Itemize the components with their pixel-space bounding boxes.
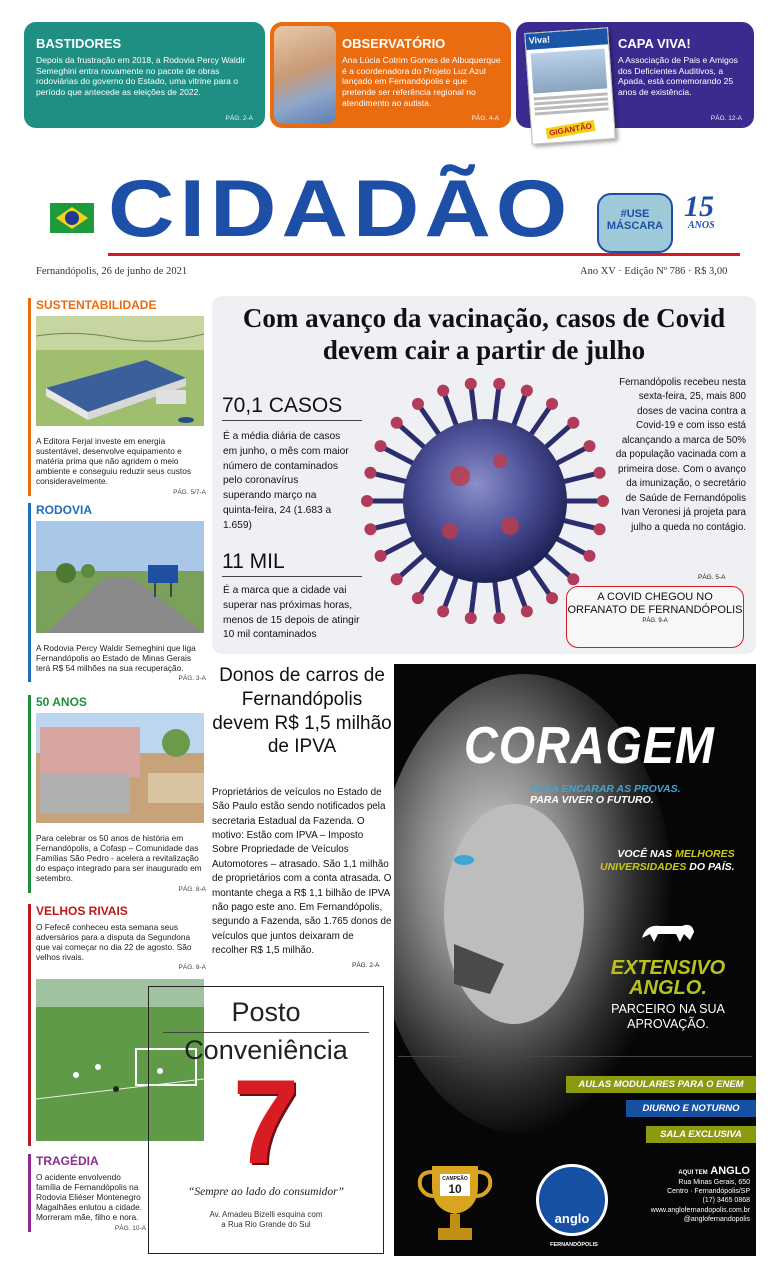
ad-address-line1: Av. Amadeu Bizelli esquina com [209,1210,323,1219]
teaser-page: PÁG. 12-A [710,115,742,122]
ad-social[interactable]: @anglofernandopolis [683,1215,750,1223]
sidebar-story-text: O Fefecê conheceu esta semana seus adversários para a disputa da Segundona que vai começar no dia 22 de agosto. São velhos rivais. [36,922,192,963]
ad-site[interactable]: www.anglofernandopolis.com.br [650,1206,750,1214]
ipva-body: Proprietários de veículos no Estado de São Paulo estão sendo notificados pela secretaria Estadual da Fazenda. O motivo: Estão com IPVA – Imposto Sobre Propriedade de Veículos Automotores – atrasado. São 1,1 milhão de proprietários com a conta atrasada. O montante chega a R$ 1,1 bilhão de IPVA não pago este ano. Em Fernandópolis, segundo a Fazenda, são 1.765 donos de veículos que juntos deixaram de recolher R$ 1,5 milhão. [212,787,392,956]
teaser-photo [274,26,336,124]
trophy-text: 10 [448,1182,462,1196]
univ-text-1: VOCÊ NAS [617,848,673,860]
ad-anglo: ANGLO. [629,977,707,999]
ad-city: Centro · Fernandópolis/SP [667,1188,750,1196]
teaser-text: A Associação de Pais e Amigos dos Deficientes Auditivos, a Apada, está comemorando 25 anos de existência. [618,55,738,98]
ipva-headline[interactable]: Donos de carros de Fernandópolis devem R$ 1,5 milhão de IPVA [212,665,392,758]
ad-line2: Conveniência [184,1035,348,1065]
univ-text-2: DO PAÍS. [689,860,735,873]
univ-highlight-1: MELHORES [675,848,735,860]
teaser-page: PÁG. 2-A [225,115,253,122]
ad-feature-bar: SALA EXCLUSIVA [646,1126,756,1143]
lion-silhouette-icon [640,918,696,944]
ad-rule [163,1032,369,1033]
trophy-label: CAMPEÃO [442,1176,468,1182]
ad-slogan: “Sempre ao lado do consumidor” [187,1186,345,1198]
dateline-edition: Ano XV · Edição Nº 786 · R$ 3,00 [580,266,728,277]
ad-contact [646,1164,750,1224]
anglo-ad[interactable] [394,664,756,1256]
teaser-title: OBSERVATÓRIO [342,36,446,51]
sidebar-story-text: A Rodovia Percy Waldir Semeghini que liga Fernandópolis ao Estado de Minas Gerais terá R$ 54 milhões na sua recuperação. [36,643,196,674]
logo-sub: FERNANDÓPOLIS [550,1242,598,1248]
sidebar-section-title: VELHOS RIVAIS [36,904,128,918]
lead-story[interactable] [212,296,756,654]
ad-line1: Posto [231,997,301,1027]
sidebar-section-title: SUSTENTABILIDADE [36,298,157,312]
masthead-title[interactable]: CIDADÃO [108,163,573,254]
dateline-date: Fernandópolis, 26 de junho de 2021 [36,266,188,277]
ad-extensivo: EXTENSIVO [610,957,726,979]
lead-headline: Com avanço da vacinação, casos de Covid devem cair a partir de julho [242,303,726,366]
ad-number: 7 [232,1055,300,1189]
ad-feature-bar: DIURNO E NOTURNO [626,1100,756,1117]
masthead-rule [108,253,740,256]
stat-total-value: 11 MIL [222,550,285,573]
cover-image [531,49,608,94]
teaser-title: BASTIDORES [36,36,122,51]
sidebar-story-sustentabilidade[interactable] [28,298,206,496]
sidebar-story-text: Para celebrar os 50 anos de história em Fernandópolis, a Cofasp – Comunidade das Famílias São Pedro - acelera a revitalização do espaço integrado para ser inaugurado em setembro. [36,833,202,884]
lead-page: PÁG. 5-A [698,574,726,581]
sidebar-story-page: PÁG. 10-A [114,1224,146,1232]
teaser-observatorio[interactable] [270,22,511,128]
cover-badge: GIGANTÃO [545,120,595,139]
teaser-page: PÁG. 4-A [471,115,499,122]
ad-address: Rua Minas Gerais, 650 [678,1179,750,1187]
ad-tagline-1: PARA ENCARAR AS PROVAS. [530,783,681,795]
boxout-page: PÁG. 9-A [642,618,668,625]
ad-phone[interactable]: (17) 3465 0868 [702,1197,750,1205]
orphanage-boxout[interactable] [566,586,744,648]
ad-partner: PARCEIRO NA SUA APROVAÇÃO. [611,1002,725,1031]
highway-photo [36,521,204,633]
stat-cases-value: 70,1 CASOS [222,394,343,417]
stat-total-text: É a marca que a cidade vai superar nas próximas horas, menos de 15 depois de atingir 10 mil contaminados [223,585,360,641]
anniversary-number: 15 [684,190,714,223]
sidebar-story-page: PÁG. 3-A [178,675,206,683]
stat-divider [222,420,362,421]
sidebar-section-title: TRAGÉDIA [36,1154,99,1168]
lead-body: Fernandópolis recebeu nesta sexta-feira, 25, mais 800 doses de vacina contra a Covid-19 e com isso está alcançando a marca de 50% da população vacinada com a primeira dose. Com o avanço da imunização, o secretário de Saúde de Fernandópolis Ivan Veronesi já projeta para julho a queda no contágio. [615,377,746,533]
teaser-text: Depois da frustração em 2018, a Rodovia Percy Waldir Semeghini entra novamente no pacote de obras rodoviárias do governo do Estado, uma vitrine para o período que antecede as eleições de 2022. [36,55,246,98]
anniversary-label: ANOS [688,220,715,231]
ad-headline: CORAGEM [464,717,715,775]
teaser-text: Ana Lúcia Cotrim Gomes de Albuquerque é a coordenadora do Projeto Luz Azul lançado em Fernandópolis e que pretende ser referência regional no atendimento ao autista. [342,55,501,108]
sidebar-section-title: 50 ANOS [36,695,87,709]
sidebar-section-title: RODOVIA [36,503,93,517]
sidebar-story-page: PÁG. 5/7-A [173,488,206,496]
aqui-tem: AQUI TEM [678,1170,708,1176]
sidebar-story-50-anos[interactable] [28,695,206,893]
ad-feature-bar: AULAS MODULARES PARA O ENEM [566,1076,756,1093]
sidebar-story-page: PÁG. 8-A [178,885,206,893]
posto-conveniencia-ad[interactable] [148,986,384,1254]
ad-brand: ANGLO [710,1165,750,1177]
trophy-icon [416,1160,494,1250]
stat-divider [222,576,362,577]
teaser-title: CAPA VIVA! [618,36,691,51]
anglo-logo-icon [536,1164,608,1236]
construction-site-photo [36,713,204,823]
boxout-text: A COVID CHEGOU NO ORFANATO DE FERNANDÓPOLIS [567,591,743,617]
solar-factory-photo [36,316,204,426]
sidebar-story-rodovia[interactable] [28,503,206,682]
ad-tagline-2: PARA VIVER O FUTURO. [530,794,654,807]
sidebar-story-text: O acidente envolvendo família de Fernandópolis na Rodovia Eliéser Montenegro Magalhães enlutou a cidade. Morreram mãe, filho e nora. [36,1172,143,1223]
capa-viva-cover-thumbnail [524,27,616,145]
anniversary-mark [684,190,715,231]
brazil-flag-icon [50,203,94,233]
teaser-bastidores[interactable] [24,22,265,128]
sidebar-story-text: A Editora Ferjal investe em energia sustentável, desenvolve equipamento e matéria prima que não agridem o meio ambiente e conseguiu reduzir seus custos consideravelmente. [36,436,191,487]
sidebar-story-page: PÁG. 8-A [178,964,206,972]
stat-cases-text: É a média diária de casos em junho, o mês com maior número de contaminados pelo coronavírus superando março na quinta-feira, 24 (1.683 a 1.659) [223,431,349,531]
ad-address-line2: a Rua Rio Grande do Sul [221,1220,311,1229]
univ-highlight-2: UNIVERSIDADES [600,860,687,873]
cover-header: Viva! [525,28,608,50]
face-mask-icon: #USE MÁSCARA [597,193,673,253]
ipva-page: PÁG. 2-A [352,962,380,969]
logo-text: anglo [554,1211,590,1226]
